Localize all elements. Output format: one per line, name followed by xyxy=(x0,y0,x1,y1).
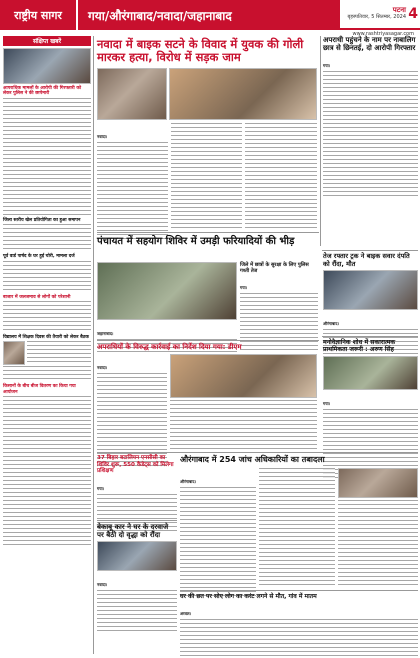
brief-story xyxy=(3,335,91,382)
newspaper-logo: राष्ट्रीय सागर xyxy=(0,0,78,30)
lead-photo-victim xyxy=(97,68,167,120)
crime-body xyxy=(97,373,167,468)
science-headline: मनोवैज्ञानिक शोध में सकारात्मक प्राथमिकता जरूरी : अरुण सिंह xyxy=(323,339,396,354)
section-divider xyxy=(97,520,177,521)
brief-headline: किसानों के बीच बीज वितरण का किया गया आयोजन xyxy=(3,384,76,395)
section-divider xyxy=(97,340,319,341)
car-story xyxy=(97,523,177,632)
section-divider xyxy=(180,590,418,591)
reporter-photo xyxy=(3,341,25,365)
brief-news-section-label: संक्षिप्त खबरें xyxy=(3,36,91,46)
car-photo xyxy=(97,541,177,571)
brief-story xyxy=(3,384,91,546)
section-divider xyxy=(97,232,319,233)
brief-headline: बाजार में जलजमाव से लोगों को परेशानी xyxy=(3,294,71,300)
page-number: 4 xyxy=(408,6,418,22)
mid-small-dateline: गया। xyxy=(240,285,248,290)
officers-body xyxy=(180,487,256,599)
training-story xyxy=(97,455,177,534)
section-divider xyxy=(97,452,418,453)
lead-body xyxy=(97,142,168,242)
camp-photo xyxy=(97,262,237,320)
lead-headline: नवादा में बाइक सटने के विवाद में युवक की गोली मारकर हत्या, विरोध में सड़क जाम xyxy=(97,37,304,64)
camp-headline: पंचायत में सहयोग शिविर में उमड़ी फरियादियों की भीड़ xyxy=(97,236,295,247)
right-bottom-headline: घर की छत पर सोए लोग का करंट लगने से मौत, गांव में मातम xyxy=(180,593,317,600)
brief-headline: विद्यालय में शिक्षक दिवस की तैयारी को लेकर बैठक xyxy=(3,335,89,341)
science-photo xyxy=(323,356,418,390)
right-top-dateline: गया। xyxy=(323,63,331,68)
lead-story xyxy=(97,38,317,64)
brief-body xyxy=(3,301,91,333)
truck-photo xyxy=(323,270,418,310)
officers-dateline: औरंगाबाद। xyxy=(180,479,196,484)
right-bottom-story xyxy=(180,593,418,658)
mid-small-headline: जिले में छात्रों के सुरक्षा के लिए पुलिस गश्ती तेज xyxy=(240,262,309,274)
brief-story xyxy=(3,218,91,252)
brief-body xyxy=(3,98,91,216)
right-top-body xyxy=(323,71,418,199)
training-dateline: गया। xyxy=(97,485,105,491)
crime-photo xyxy=(170,354,317,398)
brief-headline: आपराधिक मामलों के आरोपी की गिरफ्तारी को लेकर पुलिस ने की छापेमारी xyxy=(3,86,82,97)
brief-headline: पूर्व वार्ड पार्षद के घर हुई चोरी, मामला दर्ज xyxy=(3,254,75,260)
city-label: पटना xyxy=(392,6,406,14)
lead-photo-protest xyxy=(169,68,317,120)
car-headline: बेकाबू कार ने घर के दरवाजे पर बैठी दो वृद्धा को रौंदा xyxy=(97,523,169,540)
car-body xyxy=(97,590,177,632)
lead-body xyxy=(171,123,242,228)
training-headline: 37 बिहार बटालियन एनसीसी का शिविर शुरू, 550 कैडेट्स को मिलेगा प्रशिक्षण xyxy=(97,455,174,475)
crime-story xyxy=(97,343,317,351)
brief-photo xyxy=(3,48,91,84)
officers-story xyxy=(180,455,418,464)
lead-body xyxy=(245,123,317,228)
masthead xyxy=(0,0,420,30)
brief-body xyxy=(3,396,91,546)
science-dateline: गया। xyxy=(323,400,331,406)
brief-news-column xyxy=(3,36,91,546)
brief-body xyxy=(3,366,91,382)
camp-story xyxy=(97,236,317,248)
truck-dateline: औरंगाबाद। xyxy=(323,321,339,326)
car-dateline: नवादा। xyxy=(97,582,108,588)
officers-photo xyxy=(338,468,418,498)
brief-story xyxy=(3,254,91,292)
crime-dateline: नवादा। xyxy=(97,365,108,370)
section-divider xyxy=(322,336,418,337)
right-bottom-dateline: अरवल। xyxy=(180,611,192,616)
brief-body xyxy=(3,261,91,293)
brief-story xyxy=(3,48,91,216)
right-top-story xyxy=(323,36,418,199)
column-divider xyxy=(320,36,321,246)
officers-headline: औरंगाबाद में 254 जांच अधिकारियों का तबादला xyxy=(180,455,325,464)
officers-body xyxy=(259,468,335,586)
lead-dateline: नवादा। xyxy=(97,134,108,139)
truck-headline: तेज रफ्तार ट्रक ने बाइक सवार दंपति को रौंदा, मौत xyxy=(323,252,410,268)
crime-body xyxy=(170,400,317,452)
column-divider xyxy=(93,36,94,654)
camp-dateline: जहानाबाद। xyxy=(97,331,114,336)
website-url[interactable]: www.rashtriyasagar.com xyxy=(352,31,414,37)
brief-headline: जिला स्तरीय खेल प्रतियोगिता का हुआ समापन xyxy=(3,217,81,223)
right-top-headline: अपराधी पहुंचने के नाम पर नाबालिग छात्र से छिनतई, दो आरोपी गिरफ्तार xyxy=(323,36,416,52)
brief-body xyxy=(27,341,91,365)
right-bottom-body xyxy=(180,619,418,658)
section-divider xyxy=(322,250,418,251)
crime-headline: अपराधियों के विरुद्ध कार्रवाई का निर्देश दिया गया: डीएम xyxy=(97,343,242,351)
brief-body xyxy=(3,224,91,252)
issue-date: बृहस्पतिवार, 5 सितम्बर, 2024 xyxy=(347,14,406,20)
officers-body xyxy=(338,500,418,586)
edition-title: गया/औरंगाबाद/नवादा/जहानाबाद xyxy=(78,0,340,30)
brief-story xyxy=(3,295,91,333)
